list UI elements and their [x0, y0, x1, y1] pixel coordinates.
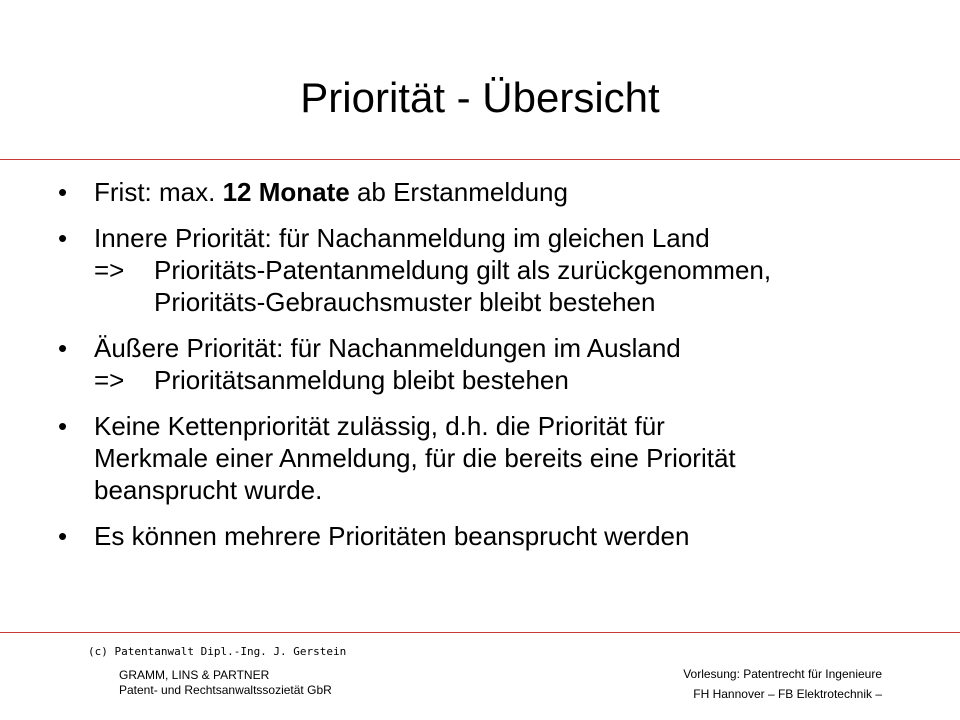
- bullet-list: [58, 176, 938, 552]
- bullet-item-innere-prioritaet: [58, 222, 938, 318]
- footer-course-title: Vorlesung: Patentrecht für Ingenieure: [683, 667, 882, 681]
- bullet-point-icon: •: [58, 333, 68, 363]
- bullet-text-line: Prioritätsanmeldung bleibt bestehen: [154, 365, 569, 395]
- footer-divider: [0, 632, 960, 633]
- bullet-item-aeussere-prioritaet: [58, 332, 938, 396]
- bullet-point-icon: •: [58, 177, 68, 207]
- bullet-text-line: Keine Kettenpriorität zulässig, d.h. die Priorität für: [94, 411, 665, 441]
- bullet-item-mehrere-prioritaeten: [58, 520, 938, 552]
- bullet-point-icon: •: [58, 521, 68, 551]
- footer-course-faculty: FH Hannover – FB Elektrotechnik –: [693, 687, 882, 701]
- bullet-text: [94, 176, 938, 208]
- bullet-text-line: Prioritäts-Gebrauchsmuster bleibt bestehen: [154, 287, 656, 317]
- bullet-text-line: Merkmale einer Anmeldung, für die bereits eine Priorität: [94, 443, 736, 473]
- bullet-text-line: Es können mehrere Prioritäten beansprucht werden: [94, 521, 690, 551]
- footer-firm: [119, 668, 332, 698]
- arrow-marker: =>: [94, 365, 125, 395]
- bullet-text-post: ab Erstanmeldung: [349, 177, 568, 207]
- bullet-point-icon: •: [58, 411, 68, 441]
- title-divider: [0, 159, 960, 160]
- arrow-marker: =>: [94, 255, 125, 285]
- bullet-consequence: [94, 364, 938, 396]
- bullet-text-line: Prioritäts-Patentanmeldung gilt als zurückgenommen,: [154, 255, 772, 285]
- bullet-item-frist: [58, 176, 938, 208]
- bullet-text-line: beansprucht wurde.: [94, 475, 323, 505]
- bullet-text-line: Äußere Priorität: für Nachanmeldungen im Ausland: [94, 333, 681, 363]
- bullet-item-kettenprioritaet: [58, 410, 938, 506]
- bullet-text-line: Innere Priorität: für Nachanmeldung im gleichen Land: [94, 223, 710, 253]
- footer-course: [683, 664, 882, 704]
- footer-firm-name: GRAMM, LINS & PARTNER: [119, 668, 270, 682]
- footer-firm-type: Patent- und Rechtsanwaltssozietät GbR: [119, 683, 332, 697]
- bullet-text-bold: 12 Monate: [222, 177, 350, 207]
- bullet-point-icon: •: [58, 223, 68, 253]
- bullet-text-pre: Frist: max.: [94, 177, 223, 207]
- slide-title: Priorität - Übersicht: [300, 74, 660, 121]
- bullet-consequence: [94, 254, 938, 286]
- footer-copyright: (c) Patentanwalt Dipl.-Ing. J. Gerstein: [88, 645, 347, 658]
